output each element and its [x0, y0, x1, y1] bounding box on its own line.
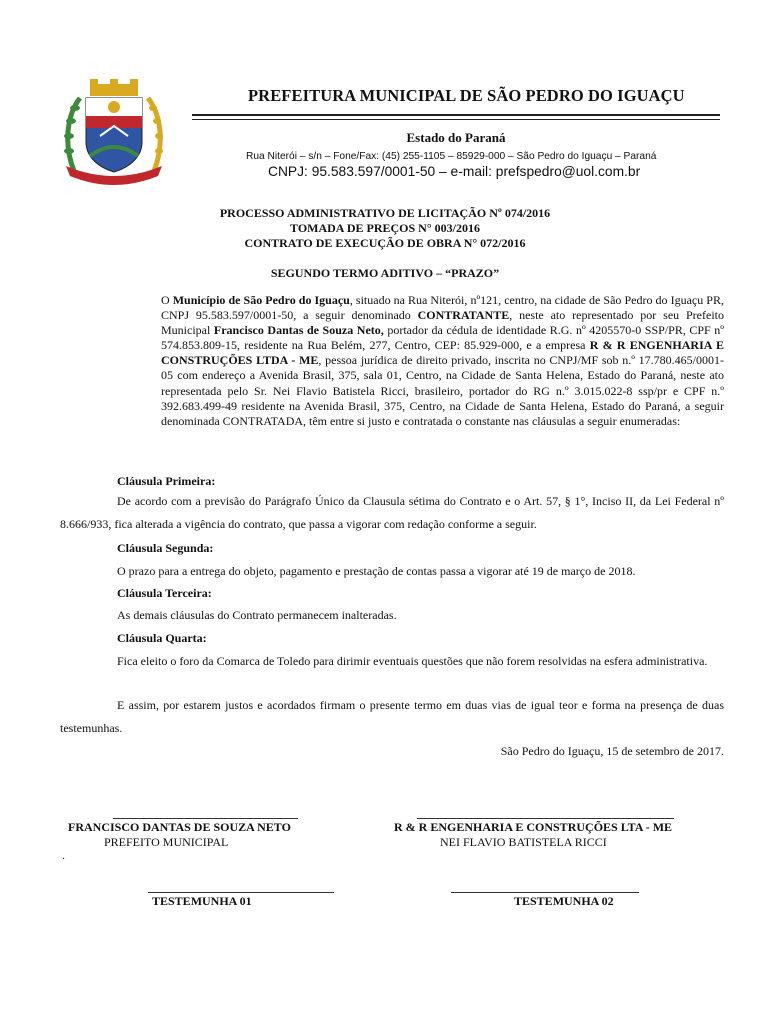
clause-3-text: As demais cláusulas do Contrato permanecem inalteradas. [117, 608, 397, 622]
process-number: PROCESSO ADMINISTRATIVO DE LICITAÇÃO Nº 074/2016 [219, 206, 551, 220]
clause-1-text: De acordo com a previsão do Parágrafo Único da Clausula sétima do Contrato e o Art. 57, § 1°, Inciso II, da Lei Federal nº 8.666/933, fica alterada a vigência do contrato, que passa a vigorar com redação conforme a seguir. [60, 494, 724, 531]
intro-bold-mayor: Francisco Dantas de Souza Neto, [213, 323, 384, 338]
intro-bold-municipality: Município de São Pedro do Iguaçu [172, 293, 350, 307]
clause-4-title: Cláusula Quarta: [117, 631, 207, 645]
header-rule-thick [192, 114, 720, 116]
clause-3-title: Cláusula Terceira: [117, 586, 212, 600]
clause-1-title: Cláusula Primeira: [117, 474, 216, 488]
clause-2-text: O prazo para a entrega do objeto, pagamento e prestação de contas passa a vigorar até 19 de março de 2018. [117, 564, 636, 578]
address-line: Rua Niterói – s/n – Fone/Fax: (45) 255-1105 – 85929-000 – São Pedro do Iguaçu – Paraná [246, 151, 657, 162]
intro-text-5: , pessoa jurídica de direito privado, inscrita no CNPJ/MF sob n.º 17.780.465/0001-05 com endereço a Avenida Brasil, 375, sala 01, Centro, na Cidade de Santa Helena, Estado do Paraná, neste ato representada pelo Sr. Nei Flavio Batistela Ricci, brasileiro, portador do RG n.º 3.015.022-8 ssp/pr e CPF n.º 392.683.499-49 residente na Avenida Brasil, 375, Centro, na Cidade de Santa Helena, Estado do Paraná, a seguir denominada CONTRATADA, têm entre si justo e contratada o constante nas cláusulas a seguir enumeradas: [161, 353, 724, 428]
signer-company-name: R & R ENGENHARIA E CONSTRUÇÕES LTA - ME [394, 820, 673, 834]
organization-title: PREFEITURA MUNICIPAL DE SÃO PEDRO DO IGUAÇU [248, 86, 685, 105]
header-rule-thin [192, 119, 720, 120]
signer-mayor-name: FRANCISCO DANTAS DE SOUZA NETO [68, 820, 291, 834]
cnpj-email-line: CNPJ: 95.583.597/0001-50 – e-mail: prefspedro@uol.com.br [268, 164, 641, 179]
stray-mark: . [62, 848, 65, 862]
signature-line-mayor [113, 818, 298, 819]
municipal-crest-logo [60, 76, 168, 186]
intro-bold-company: R & R ENGENHARIA E CONSTRUÇÕES LTDA - ME [161, 338, 724, 368]
clause-4-text: Fica eleito o foro da Comarca de Toledo para dirimir eventuais questões que não forem resolvidas na esfera administrativa. [117, 654, 708, 668]
intro-text-3: , neste ato representado por seu Prefeito Municipal [161, 308, 724, 338]
intro-text-1: O [161, 293, 173, 307]
intro-text-4: portador da cédula de identidade R.G. nº 4205570-0 SSP/PR, CPF nº 574.853.809-15, residente na Rua Belém, 277, Centro, CEP: 85.929-000, e a empresa [161, 323, 725, 353]
signer-company-representative: NEI FLAVIO BATISTELA RICCI [440, 835, 607, 849]
witness-2-label: TESTEMUNHA 02 [514, 894, 614, 908]
closing-paragraph: E assim, por estarem justos e acordados firmam o presente termo em duas vias de igual teor e forma na presença de duas testemunhas. [60, 698, 724, 735]
intro-paragraph [161, 293, 724, 429]
signature-line-witness-1 [148, 892, 334, 893]
date-line: São Pedro do Iguaçu, 15 de setembro de 2017. [500, 744, 724, 758]
intro-text-2: , situado na Rua Niterói, nº121, centro, na cidade de São Pedro do Iguaçu PR, CNPJ 95.583.597/0001-50, a seguir denominado [161, 293, 724, 323]
tomada-number: TOMADA DE PREÇOS N° 003/2016 [290, 221, 480, 235]
state-name: Estado do Paraná [406, 130, 506, 145]
signer-mayor-role: PREFEITO MUNICIPAL [104, 835, 229, 849]
intro-bold-contratante: CONTRATANTE [417, 308, 510, 323]
clause-2-title: Cláusula Segunda: [117, 541, 214, 555]
signature-line-company [417, 818, 674, 819]
term-title: SEGUNDO TERMO ADITIVO – “PRAZO” [270, 266, 500, 280]
witness-1-label: TESTEMUNHA 01 [152, 894, 252, 908]
contract-number: CONTRATO DE EXECUÇÃO DE OBRA N° 072/2016 [244, 236, 526, 250]
signature-line-witness-2 [451, 892, 639, 893]
